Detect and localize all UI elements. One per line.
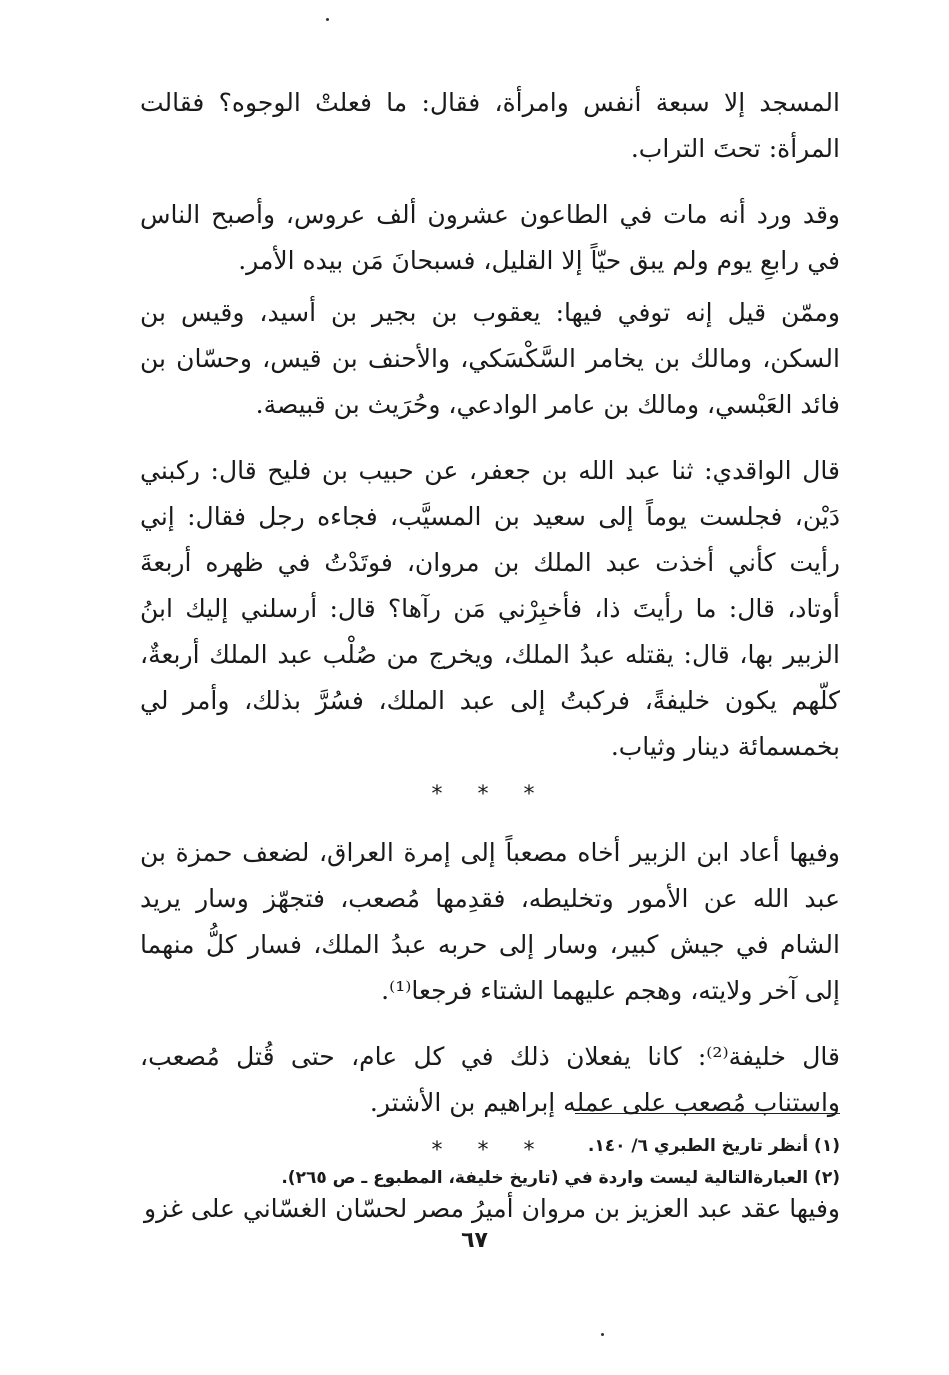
paragraph-6: قال خليفة⁽²⁾: كانا يفعلان ذلك في كل عام، حتى قُتل مُصعب، واستناب مُصعب على عمله إبراهيم بن الأشتر.	[140, 1042, 840, 1117]
footnote-1: (١) أنظر تاريخ الطبري ٦/ ١٤٠.	[587, 1136, 840, 1156]
footnotes	[140, 1130, 840, 1194]
page-number: ٦٧	[461, 1228, 488, 1253]
page-body	[140, 80, 840, 1232]
paragraph-3: وممّن قيل إنه توفي فيها: يعقوب بن بجير بن أسيد، وقيس بن السكن، ومالك بن يخامر السَّكْسَكي، والأحنف بن قيس، وحسّان بن فائد العَبْسي، ومالك بن عامر الوادعي، وحُرَيث بن قبيصة.	[140, 298, 840, 419]
paragraph-1: المسجد إلا سبعة أنفس وامرأة، فقال: ما فعلتْ الوجوه؟ فقالت المرأة: تحتَ التراب.	[140, 88, 840, 163]
scan-speck-bottom	[601, 1333, 604, 1336]
section-separator-2: * * *	[431, 1138, 549, 1163]
section-separator-1: * * *	[431, 782, 549, 807]
paragraph-4: قال الواقدي: ثنا عبد الله بن جعفر، عن حبيب بن فليح قال: ركبني دَيْن، فجلست يوماً إلى سعيد بن المسيَّب، فجاءه رجل فقال: إني رأيت كأني أخذت عبد الملك بن مروان، فوتَدْتُ في ظهره أربعةَ أوتاد، قال: ما رأيتَ ذا، فأخبِرْني مَن رآها؟ قال: أرسلني إليك ابنُ الزبير بها، قال: يقتله عبدُ الملك، ويخرج من صُلْب عبد الملك أربعةٌ، كلّهم يكون خليفةً، فركبتُ إلى عبد الملك، فسُرَّ بذلك، وأمر لي بخمسمائة دينار وثياب.	[140, 456, 840, 761]
footnote-2: (٢) العبارةالتالية ليست واردة في (تاريخ خليفة، المطبوع ـ ص ٢٦٥).	[281, 1168, 840, 1188]
scan-speck-top	[326, 18, 329, 21]
paragraph-7: وفيها عقد عبد العزيز بن مروان أميرُ مصر لحسّان الغسّاني على غزو	[144, 1194, 840, 1223]
paragraph-2: وقد ورد أنه مات في الطاعون عشرون ألف عروس، وأصبح الناس في رابعِ يوم ولم يبق حيّاً إلا القليل، فسبحانَ مَن بيده الأمر.	[140, 200, 840, 275]
footnote-divider	[575, 1113, 840, 1114]
paragraph-5: وفيها أعاد ابن الزبير أخاه مصعباً إلى إمرة العراق، لضعف حمزة بن عبد الله عن الأمور وتخليطه، فقدِمها مُصعب، فتجهّز وسار يريد الشام في جيش كبير، وسار إلى حربه عبدُ الملك، فسار كلُّ منهما إلى آخر ولايته، وهجم عليهما الشتاء فرجعا⁽¹⁾.	[140, 838, 840, 1005]
